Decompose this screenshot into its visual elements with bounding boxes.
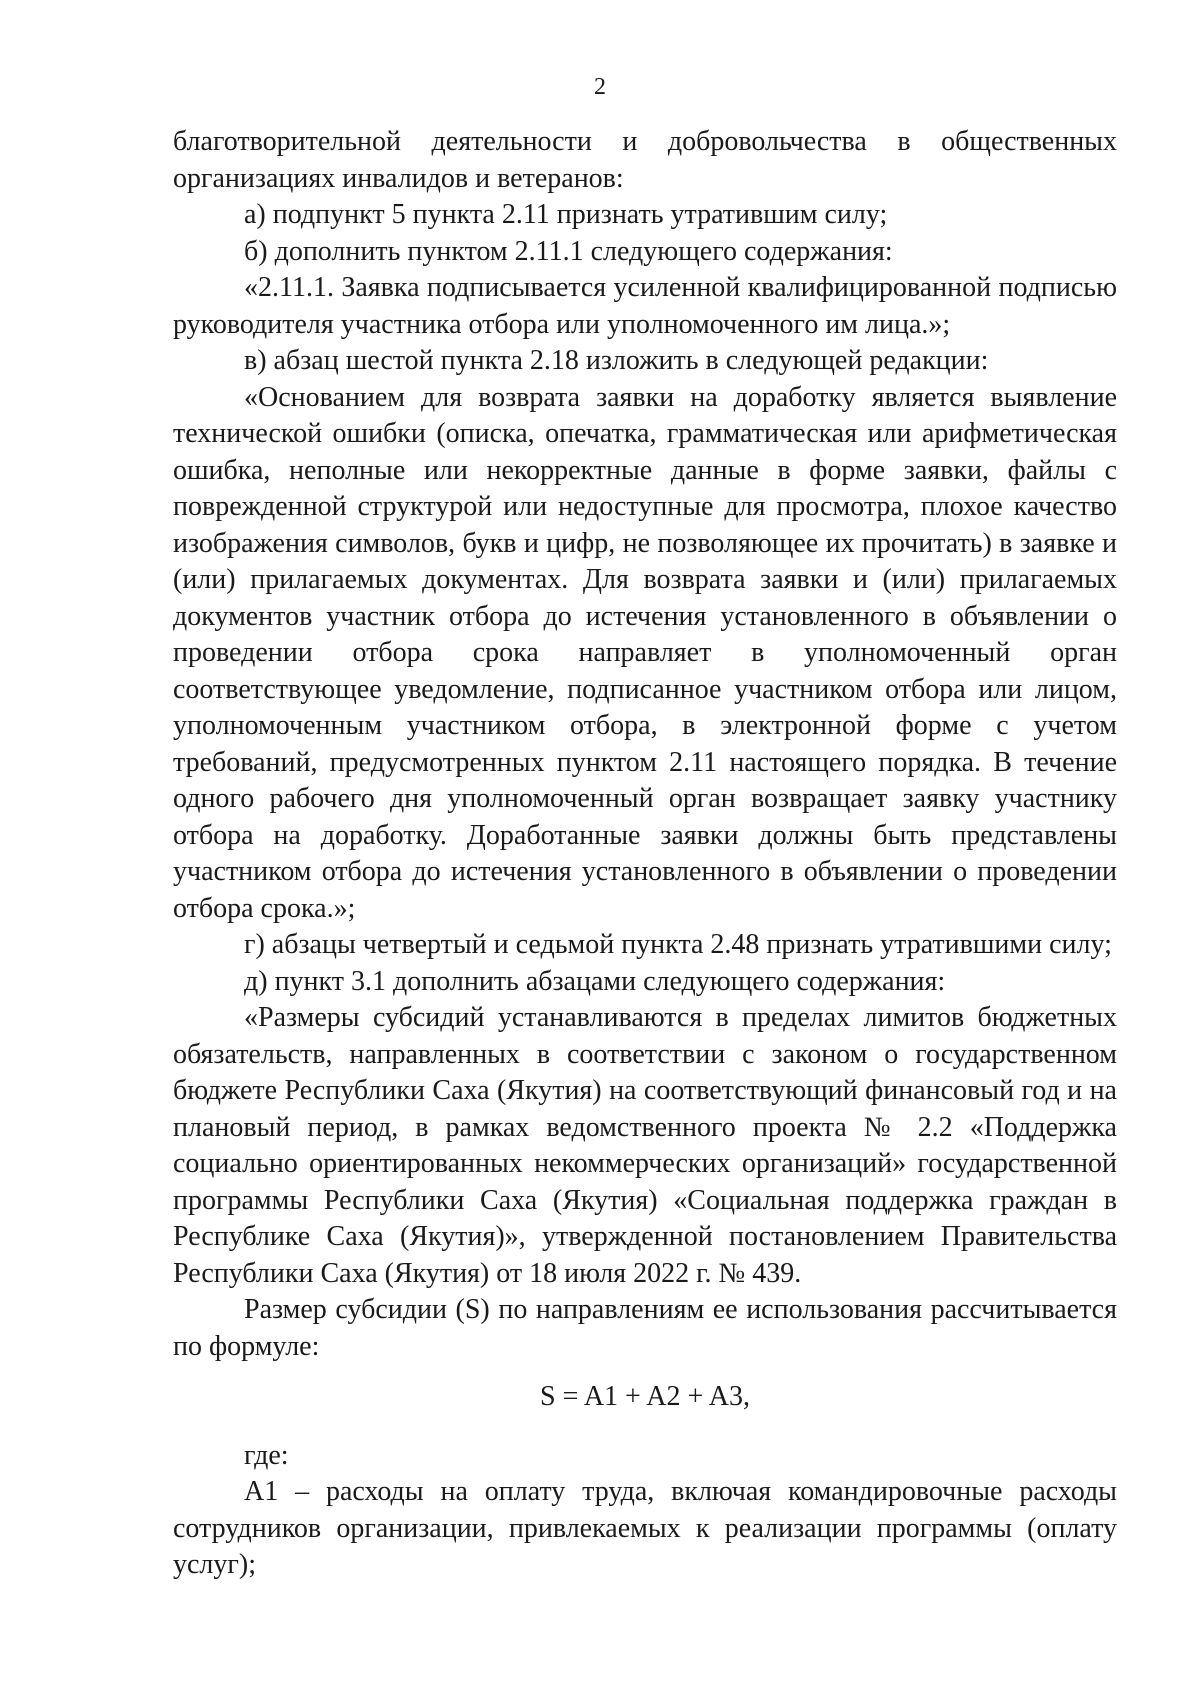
paragraph-continuation: благотворительной деятельности и добровольчества в общественных организациях инвалидов и ветеранов: xyxy=(173,126,1117,194)
paragraph-where: где: xyxy=(244,1439,289,1471)
paragraph-item-b: б) дополнить пунктом 2.11.1 следующего содержания: xyxy=(244,235,893,267)
document-body xyxy=(173,124,1117,1584)
paragraph-quote-return-grounds: «Основанием для возврата заявки на доработку является выявление технической ошибки (описка, опечатка, грамматическая или арифметическая ошибка, неполные или некорректные данные в форме заявки, файлы с поврежденной структурой или недоступные для просмотра, плохое качество изображения символов, букв и цифр, не позволяющее их прочитать) в заявке и (или) прилагаемых документах. Для возврата заявки и (или) прилагаемых документов участник отбора до истечения установленного в объявлении о проведении отбора срока направляет в уполномоченный орган соответствующее уведомление, подписанное участником отбора или лицом, уполномоченным участником отбора, в электронной форме с учетом требований, предусмотренных пунктом 2.11 настоящего порядка. В течение одного рабочего дня уполномоченный орган возвращает заявку участнику отбора на доработку. Доработанные заявки должны быть представлены участником отбора до истечения установленного в объявлении о проведении отбора срока.»; xyxy=(173,381,1117,924)
paragraph-subsidy-formula-intro: Размер субсидии (S) по направлениям ее использования рассчитывается по формуле: xyxy=(173,1294,1117,1362)
paragraph-quote-subsidy-sizes: «Размеры субсидий устанавливаются в пределах лимитов бюджетных обязательств, направленных в соответствии с законом о государственном бюджете Республики Саха (Якутия) на соответствующий финансовый год и на плановый период, в рамках ведомственного проекта № 2.2 «Поддержка социально ориентированных некоммерческих организаций» государственной программы Республики Саха (Якутия) «Социальная поддержка граждан в Республике Саха (Якутия)», утвержденной постановлением Правительства Республики Саха (Якутия) от 18 июля 2022 г. № 439. xyxy=(173,1002,1117,1289)
paragraph-item-a: а) подпункт 5 пункта 2.11 признать утратившим силу; xyxy=(244,199,888,230)
paragraph-quote-2-11-1: «2.11.1. Заявка подписывается усиленной квалифицированной подписью руководителя участника отбора или уполномоченного им лица.»; xyxy=(173,272,1117,340)
paragraph-item-g: г) абзацы четвертый и седьмой пункта 2.48 признать утратившими силу; xyxy=(244,929,1112,960)
paragraph-item-d: д) пункт 3.1 дополнить абзацами следующего содержания: xyxy=(244,965,946,997)
paragraph-item-v: в) абзац шестой пункта 2.18 изложить в следующей редакции: xyxy=(244,345,989,376)
page-number: 2 xyxy=(594,74,606,100)
subsidy-formula: S = A1 + A2 + A3, xyxy=(540,1381,750,1412)
paragraph-a1-definition: А1 – расходы на оплату труда, включая командировочные расходы сотрудников организации, привлекаемых к реализации программы (оплату услуг); xyxy=(173,1476,1117,1580)
